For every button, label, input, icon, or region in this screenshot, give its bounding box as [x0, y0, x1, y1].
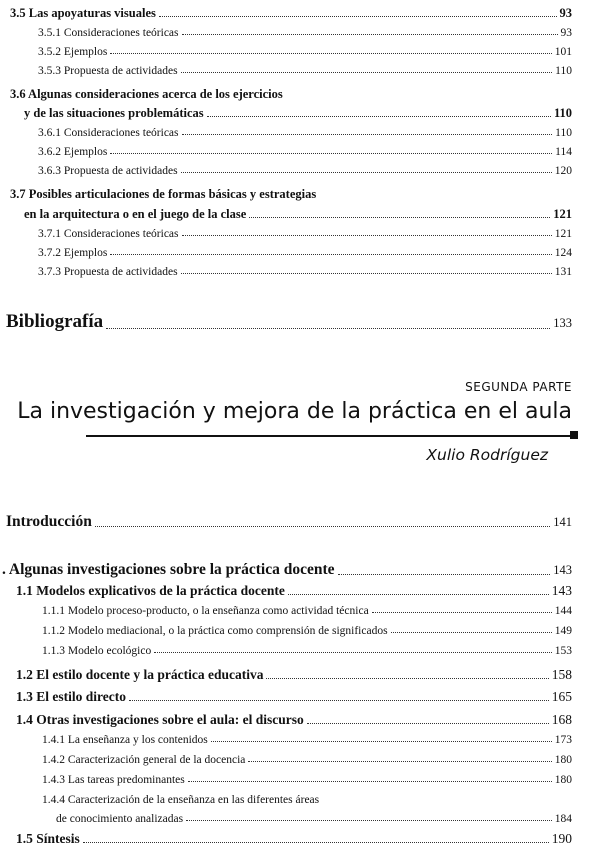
dot-leader — [154, 652, 552, 653]
toc-entry-label: Bibliografía — [6, 311, 104, 332]
toc-entry-label: Introducción — [6, 513, 92, 530]
toc-entry-label: 3.7.1 Consideraciones teóricas — [38, 228, 179, 240]
toc-entry-page: 141 — [553, 515, 572, 529]
toc-bibliografia — [6, 311, 572, 333]
dot-leader — [186, 820, 552, 821]
toc-entry-label: 1.4.3 Las tareas predominantes — [42, 774, 185, 786]
toc-entry — [42, 774, 572, 786]
dot-leader — [248, 761, 551, 762]
toc-entry — [24, 207, 572, 222]
toc-entry-page: 190 — [551, 831, 572, 846]
toc-entry-label: 3.5 Las apoyaturas visuales — [10, 6, 156, 20]
title-square-ornament — [570, 431, 578, 439]
toc-entry-page: 120 — [554, 165, 572, 177]
toc-entry — [16, 712, 572, 728]
toc-entry-page: 114 — [555, 146, 572, 158]
dot-leader — [106, 328, 550, 329]
toc-entry-label: 1.1.3 Modelo ecológico — [42, 645, 152, 657]
dot-leader — [83, 842, 549, 843]
toc-entry — [42, 625, 572, 637]
toc-entry — [38, 46, 572, 58]
toc-entry-page: 173 — [554, 734, 572, 746]
toc-entry-label: 3.6.2 Ejemplos — [38, 146, 108, 158]
dot-leader — [182, 34, 558, 35]
toc-entry — [38, 228, 572, 240]
toc-entry — [42, 605, 572, 617]
toc-entry — [42, 645, 572, 657]
toc-entry-label: 3.6 Algunas consideraciones acerca de los ejercicios — [10, 87, 283, 101]
toc-entry-label: 3.7.2 Ejemplos — [38, 247, 108, 259]
toc-entry — [6, 513, 572, 531]
toc-entry-label: de conocimiento analizadas — [56, 813, 184, 825]
toc-entry — [10, 6, 572, 21]
toc-entry-page: 124 — [554, 247, 572, 259]
toc-entry — [38, 247, 572, 259]
dot-leader — [110, 254, 551, 255]
toc-entry-label: 3.7 Posibles articulaciones de formas básicas y estrategias — [10, 187, 317, 201]
part-title: La investigación y mejora de la práctica en el aula — [17, 399, 572, 424]
toc-entry — [38, 27, 572, 39]
toc-entry-label: 1.1.1 Modelo proceso-producto, o la enseñanza como actividad técnica — [42, 605, 369, 617]
dot-leader — [129, 700, 549, 701]
toc-entry-label: 3.5.2 Ejemplos — [38, 46, 108, 58]
toc-entry — [38, 65, 572, 77]
part-label: SEGUNDA PARTE — [465, 380, 572, 394]
toc-entry-label: 1.1.2 Modelo mediacional, o la práctica como comprensión de significados — [42, 625, 388, 637]
toc-entry-label: 3.6.3 Propuesta de actividades — [38, 165, 178, 177]
toc-entry — [16, 689, 572, 705]
dot-leader — [391, 632, 552, 633]
toc-entry-label: 1.4.4 Caracterización de la enseñanza en las diferentes áreas — [42, 794, 320, 806]
toc-entry-label: 1.3 El estilo directo — [16, 689, 126, 704]
toc-entry — [2, 561, 572, 579]
toc-entry — [24, 106, 572, 121]
dot-leader — [95, 526, 550, 527]
toc-entry-label: 1.4 Otras investigaciones sobre el aula: el discurso — [16, 712, 304, 727]
toc-entry-label: 1.2 El estilo docente y la práctica educativa — [16, 667, 264, 682]
toc-entry-page: 180 — [554, 754, 572, 766]
toc-entry-label: 1.4.1 La enseñanza y los contenidos — [42, 734, 208, 746]
toc-entry-page: 131 — [554, 266, 572, 278]
dot-leader — [372, 612, 552, 613]
title-rule — [86, 435, 572, 437]
dot-leader — [181, 72, 553, 73]
toc-entry-page: 158 — [551, 667, 572, 682]
dot-leader — [181, 273, 552, 274]
toc-entry-label: 1.1 Modelos explicativos de la práctica docente — [16, 583, 285, 598]
toc-entry-page: 121 — [553, 207, 572, 221]
toc-entry-page: 143 — [553, 563, 572, 577]
toc-entry-label: 3.6.1 Consideraciones teóricas — [38, 127, 179, 139]
toc-entry-label: y de las situaciones problemáticas — [24, 106, 204, 120]
toc-entry-page: 93 — [560, 27, 572, 39]
toc-entry-label: 3.5.1 Consideraciones teóricas — [38, 27, 179, 39]
toc-entry-page: 168 — [551, 712, 572, 727]
toc-entry — [38, 127, 572, 139]
toc-entry-label: 1.4.2 Caracterización general de la docencia — [42, 754, 246, 766]
dot-leader — [338, 574, 551, 575]
toc-entry — [38, 165, 572, 177]
dot-leader — [110, 153, 552, 154]
toc-entry-page: 133 — [553, 316, 572, 330]
toc-entry — [16, 667, 572, 683]
toc-entry — [38, 146, 572, 158]
dot-leader — [266, 678, 548, 679]
toc-entry — [42, 734, 572, 746]
dot-leader — [207, 116, 551, 117]
toc-entry-page: 149 — [554, 625, 572, 637]
dot-leader — [288, 594, 549, 595]
dot-leader — [182, 235, 552, 236]
toc-entry-page: 180 — [554, 774, 572, 786]
toc-entry-page: 121 — [554, 228, 572, 240]
dot-leader — [181, 172, 552, 173]
toc-entry-page: 144 — [554, 605, 572, 617]
toc-entry-page: 110 — [553, 106, 572, 120]
dot-leader — [307, 723, 549, 724]
toc-entry — [56, 813, 572, 825]
toc-entry-page: 110 — [555, 127, 572, 139]
toc-entry-label: 1.5 Síntesis — [16, 831, 80, 846]
toc-entry-page: 143 — [551, 583, 572, 598]
toc-entry — [42, 754, 572, 766]
toc-entry-label: 3.5.3 Propuesta de actividades — [38, 65, 178, 77]
toc-entry-page: 110 — [555, 65, 572, 77]
toc-entry-label: 3.7.3 Propuesta de actividades — [38, 266, 178, 278]
toc-entry-page: 165 — [551, 689, 572, 704]
dot-leader — [110, 53, 551, 54]
toc-entry-page: 101 — [554, 46, 572, 58]
toc-entry-label: en la arquitectura o en el juego de la clase — [24, 207, 247, 221]
dot-leader — [182, 134, 553, 135]
toc-entry-page: 184 — [554, 813, 572, 825]
dot-leader — [188, 781, 552, 782]
dot-leader — [249, 217, 550, 218]
toc-entry-page: 153 — [554, 645, 572, 657]
dot-leader — [211, 741, 552, 742]
dot-leader — [159, 16, 557, 17]
toc-entry — [16, 831, 572, 847]
part-author: Xulio Rodríguez — [426, 446, 548, 464]
toc-entry-label: . Algunas investigaciones sobre la práctica docente — [2, 561, 335, 578]
toc-entry — [38, 266, 572, 278]
toc-entry-page: 93 — [559, 6, 572, 20]
toc-entry — [16, 583, 572, 599]
